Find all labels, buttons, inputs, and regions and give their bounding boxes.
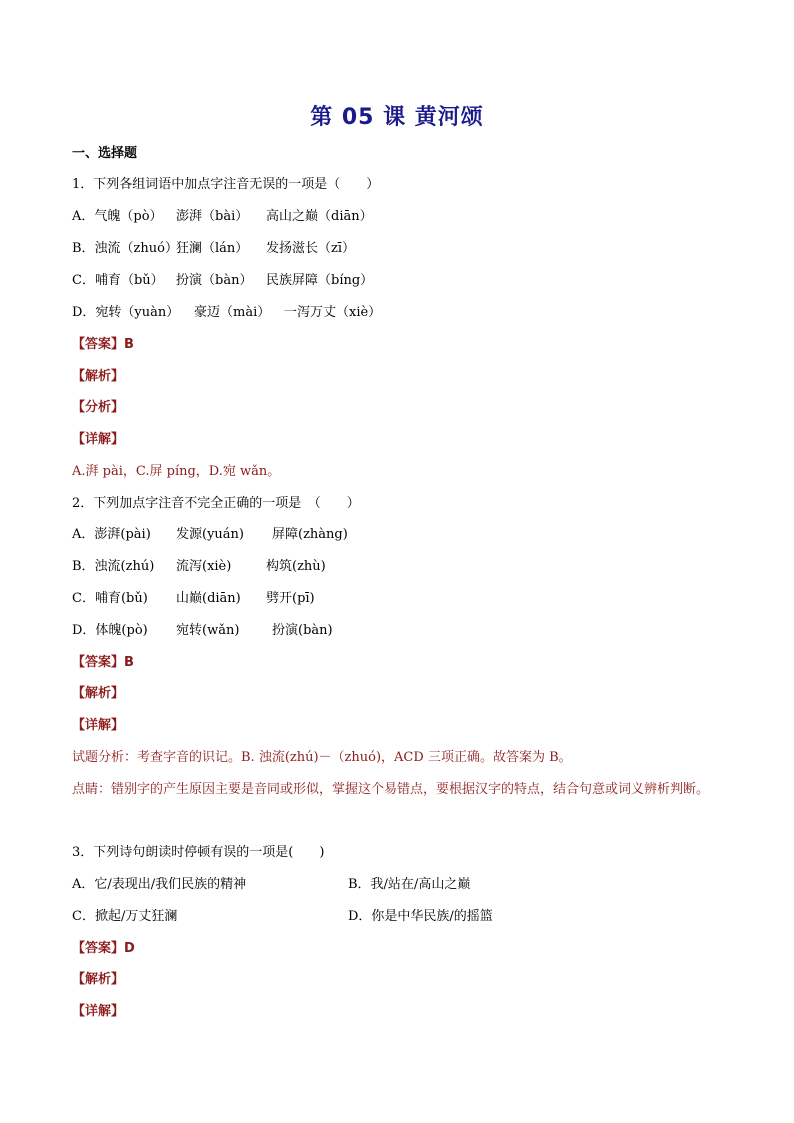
q3-options-row-1	[72, 876, 470, 894]
q2-b-2: 流泻(xiè)	[176, 559, 232, 574]
q2-a-3: 屏障(zhàng)	[272, 527, 348, 542]
q2-option-b	[72, 558, 326, 576]
q1-detail: A.湃 pài，C.屏 píng，D.宛 wǎn。	[72, 464, 281, 479]
q2-b-3: 构筑(zhù)	[266, 559, 326, 574]
q3-jiexi-label: 【解析】	[72, 972, 125, 987]
q2-a-2: 发源(yuán)	[176, 527, 244, 542]
q1-a-2: 澎湃（bài）	[176, 209, 249, 224]
q2-d-2: 宛转(wǎn)	[176, 623, 240, 638]
q2-dianjing: 点睛：错别字的产生原因主要是音同或形似，掌握这个易错点，要根据汉字的特点，结合句意或词义辨析判断。	[72, 782, 710, 797]
q1-c-2: 扮演（bàn）	[176, 273, 253, 288]
q2-jiexi-label: 【解析】	[72, 686, 125, 701]
q1-option-d	[72, 304, 381, 322]
q1-fenxi-label: 【分析】	[72, 400, 125, 415]
q2-a-1: A．澎湃(pài)	[72, 527, 151, 542]
q3-options-row-2	[72, 908, 493, 926]
q2-c-3: 劈开(pī)	[266, 591, 315, 606]
q2-c-1: C．哺育(bǔ)	[72, 591, 148, 606]
q2-answer: 【答案】B	[72, 655, 134, 670]
q1-stem: 1．下列各组词语中加点字注音无误的一项是（ ）	[72, 177, 380, 192]
page-title: 第 05 课 黄河颂	[310, 105, 484, 130]
q2-xiangjie-label: 【详解】	[72, 718, 125, 733]
q2-stem: 2．下列加点字注音不完全正确的一项是 （ ）	[72, 496, 360, 511]
section-heading: 一、选择题	[72, 146, 138, 161]
q2-option-c	[72, 590, 315, 608]
q1-b-2: 狂澜（lán）	[176, 241, 249, 256]
q2-b-1: B．浊流(zhú)	[72, 559, 155, 574]
q1-d-2: 豪迈（mài）	[194, 305, 271, 320]
q3-option-b: B．我/站在/高山之巅	[348, 877, 471, 892]
q2-option-d	[72, 622, 333, 640]
q1-d-1: D．宛转（yuàn）	[72, 305, 180, 320]
q2-option-a	[72, 526, 348, 544]
q2-d-3: 扮演(bàn)	[272, 623, 333, 638]
q1-option-c	[72, 272, 373, 290]
q1-answer: 【答案】B	[72, 337, 134, 352]
q3-stem: 3．下列诗句朗读时停顿有误的一项是( )	[72, 845, 325, 860]
q3-option-d: D．你是中华民族/的摇篮	[348, 909, 493, 924]
q1-a-1: A．气魄（pò）	[72, 209, 163, 224]
q3-answer: 【答案】D	[72, 941, 135, 956]
q1-c-1: C．哺育（bǔ）	[72, 273, 164, 288]
q1-option-b	[72, 240, 355, 258]
q1-option-a	[72, 208, 373, 226]
q3-option-a: A．它/表现出/我们民族的精神	[72, 877, 247, 892]
q2-c-2: 山巅(diān)	[176, 591, 241, 606]
q1-jiexi-label: 【解析】	[72, 369, 125, 384]
q1-xiangjie-label: 【详解】	[72, 432, 125, 447]
q3-option-c: C．掀起/万丈狂澜	[72, 909, 178, 924]
q1-b-1: B．浊流（zhuó）	[72, 241, 178, 256]
q1-a-3: 高山之巅（diān）	[266, 209, 373, 224]
q3-xiangjie-label: 【详解】	[72, 1004, 125, 1019]
q2-d-1: D．体魄(pò)	[72, 623, 148, 638]
q1-d-3: 一泻万丈（xiè）	[284, 305, 382, 320]
q1-c-3: 民族屏障（bíng）	[266, 273, 374, 288]
q2-analysis: 试题分析：考查字音的识记。B. 浊流(zhú)－（zhuó)，ACD 三项正确。故答案为 B。	[72, 750, 572, 765]
q1-b-3: 发扬滋长（zī）	[266, 241, 356, 256]
